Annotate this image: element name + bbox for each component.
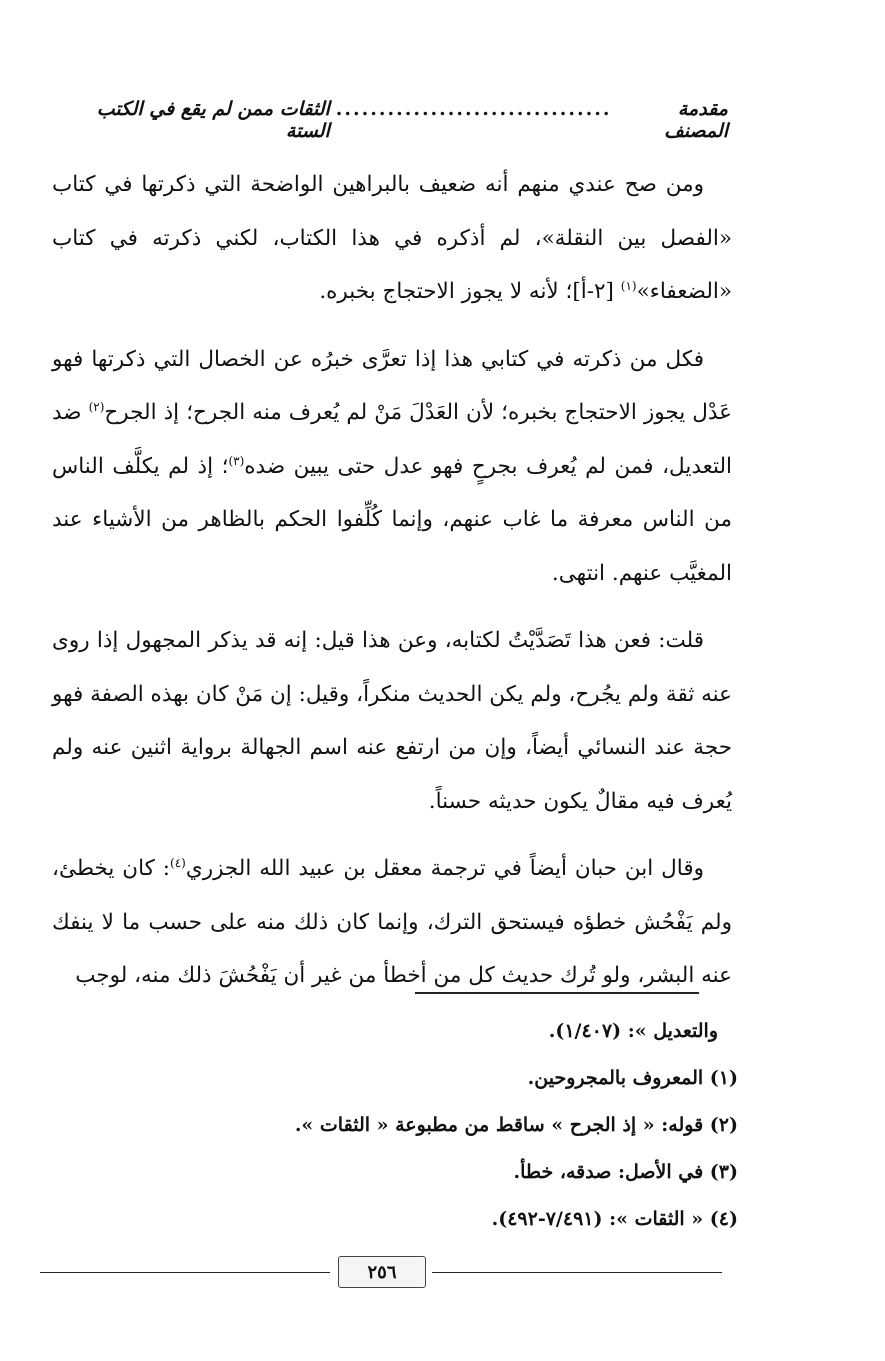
header-book-title: الثقات ممن لم يقع في الكتب الستة (96, 98, 330, 142)
paragraph-1-text-b: [٢-أ]؛ لأنه لا يجوز الاحتجاج بخبره. (319, 279, 621, 304)
footnote-ref-4: (٤) (170, 855, 186, 870)
main-text (52, 158, 732, 1017)
page-number: ٢٥٦ (338, 1256, 426, 1288)
footnote-ref-3: (٣) (228, 453, 245, 468)
footnote-continuation: والتعديل »: (١/٤٠٧). (548, 1020, 718, 1042)
footnote-divider (415, 992, 699, 994)
footnote-4: (٤) « الثقات »: (٧/٤٩١-٤٩٢). (491, 1208, 738, 1230)
footnote-ref-2: (٢) (88, 399, 105, 414)
footer-rule-left (40, 1272, 330, 1273)
header-section-title: مقدمة المصنف (664, 98, 728, 142)
footnote-3: (٣) في الأصل: صدقه، خطأ. (513, 1161, 738, 1183)
paragraph-2 (52, 333, 732, 601)
footnote-ref-1: (١) (620, 278, 637, 293)
paragraph-4-text-a: وقال ابن حبان أيضاً في ترجمة معقل بن عبيد الله الجزري (185, 856, 704, 881)
paragraph-4 (52, 842, 732, 1003)
footnotes (52, 1008, 738, 1243)
page-footer (40, 1252, 726, 1292)
running-header (70, 98, 728, 142)
paragraph-2-text-c: ؛ إذ لم يكلَّف الناس من الناس معرفة ما غاب عنهم، وإنما كُلِّفوا الحكم بالظاهر من الأشياء عند المغيَّب عنهم. انتهى. (52, 453, 732, 586)
footnote-1: (١) المعروف بالمجروحين. (527, 1067, 738, 1089)
paragraph-1-text-a: ومن صح عندي منهم أنه ضعيف بالبراهين الواضحة التي ذكرتها في كتاب «الفصل بين النقلة»، لم أذكره في هذا الكتاب، لكني ذكرته في كتاب «الضعفاء» (52, 172, 732, 304)
paragraph-2-text-b: ضد التعديل، فمن لم يُعرف بجرحٍ فهو عدل حتى يبين ضده (52, 400, 732, 479)
footnote-2: (٢) قوله: « إذ الجرح » ساقط من مطبوعة « الثقات ». (294, 1114, 738, 1136)
paragraph-1 (52, 158, 732, 319)
paragraph-3: قلت: فعن هذا تَصَدَّيْتُ لكتابه، وعن هذا قيل: إنه قد يذكر المجهول إذا روى عنه ثقة ولم يجُرح، ولم يكن الحديث منكراً، وقيل: إن مَنْ كان بهذه الصفة فهو حجة عند النسائي أيضاً، وإن من ارتفع عنه اسم الجهالة برواية اثنين عنه ولم يُعرف فيه مقالٌ يكون حديثه حسناً. (52, 628, 732, 814)
footer-rule-right (432, 1272, 722, 1273)
paragraph-4-text-b: : كان يخطئ، ولم يَفْحُش خطؤه فيستحق الترك، وإنما كان ذلك منه على حسب ما لا ينفك عنه البشر، ولو تُرك حديث كل من أخطأ من غير أن يَفْحُشَ ذلك منه، لوجب (52, 856, 732, 988)
paragraph-2-text-a: فكل من ذكرته في كتابي هذا إذا تعرَّى خبرُه عن الخصال التي ذكرتها فهو عَدْل يجوز الاحتجاج بخبره؛ لأن العَدْلَ مَنْ لم يُعرف منه الجرح؛ إذ الجرح (52, 346, 732, 425)
header-leader-dots: ................................ (335, 98, 612, 120)
